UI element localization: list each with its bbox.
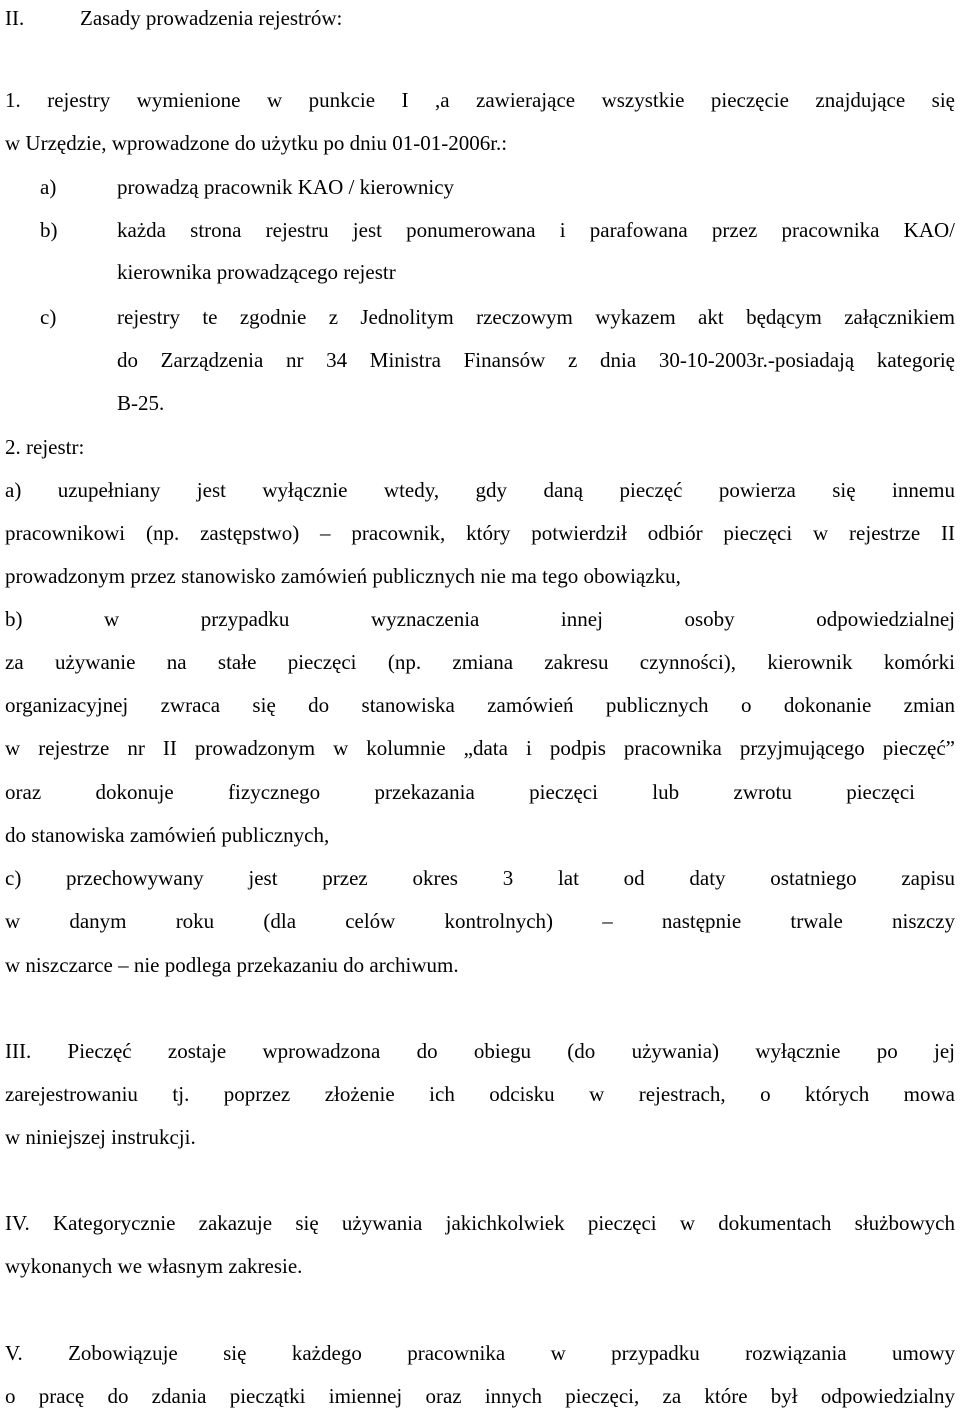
item-c-line-3: B-25. [117,391,165,415]
section-iv-line-1: IV. Kategorycznie zakazuje się używania jakichkolwiek pieczęci w dokumentach służbowych [5,1211,955,1235]
point-2-heading: 2. rejestr: [5,435,85,459]
item-c-label: c) [40,305,57,329]
point-2-line-1: a) uzupełniany jest wyłącznie wtedy, gdy daną pieczęć powierza się innemu [5,478,955,502]
point-1-line-2: w Urzędzie, wprowadzone do użytku po dniu 01-01-2006r.: [5,131,508,155]
point-2-line-12: w niszczarce – nie podlega przekazaniu do archiwum. [5,953,459,977]
item-c-line-2: do Zarządzenia nr 34 Ministra Finansów z dnia 30-10-2003r.-posiadają kategorię [117,348,955,372]
point-2-line-10: c) przechowywany jest przez okres 3 lat od daty ostatniego zapisu [5,866,955,890]
section-v-line-2: o pracę do zdania pieczątki imiennej oraz innych pieczęci, za które był odpowiedzialny [5,1384,955,1408]
point-2-line-2: pracownikowi (np. zastępstwo) – pracownik, który potwierdził odbiór pieczęci w rejestrze II [5,521,955,545]
item-b-line-1: każda strona rejestru jest ponumerowana i parafowana przez pracownika KAO/ [117,218,955,242]
section-iii-line-1: III. Pieczęć zostaje wprowadzona do obiegu (do używania) wyłącznie po jej [5,1039,955,1063]
point-2-line-3: prowadzonym przez stanowisko zamówień publicznych nie ma tego obowiązku, [5,564,681,588]
section-iv-line-2: wykonanych we własnym zakresie. [5,1254,303,1278]
point-2-line-8: oraz dokonuje fizycznego przekazania pieczęci lub zwrotu pieczęci [5,780,915,804]
item-b-label: b) [40,218,58,242]
item-a-line-1: prowadzą pracownik KAO / kierownicy [117,175,455,199]
point-2-line-7: w rejestrze nr II prowadzonym w kolumnie „data i podpis pracownika przyjmującego pieczęć” [5,736,955,760]
section-iii-line-3: w niniejszej instrukcji. [5,1125,196,1149]
section-ii-heading: Zasady prowadzenia rejestrów: [80,6,343,30]
section-iii-line-2: zarejestrowaniu tj. poprzez złożenie ich odcisku w rejestrach, o których mowa [5,1082,955,1106]
item-b-line-2: kierownika prowadzącego rejestr [117,260,396,284]
point-2-line-4: b) w przypadku wyznaczenia innej osoby odpowiedzialnej [5,607,955,631]
point-2-line-6: organizacyjnej zwraca się do stanowiska zamówień publicznych o dokonanie zmian [5,693,955,717]
point-2-line-5: za używanie na stałe pieczęci (np. zmiana zakresu czynności), kierownik komórki [5,650,955,674]
item-a-label: a) [40,175,57,199]
section-ii-number: II. [5,6,25,30]
point-1-line-1: 1. rejestry wymienione w punkcie I ,a zawierające wszystkie pieczęcie znajdujące się [5,88,955,112]
item-c-line-1: rejestry te zgodnie z Jednolitym rzeczowym wykazem akt będącym załącznikiem [117,305,955,329]
section-v-line-1: V. Zobowiązuje się każdego pracownika w przypadku rozwiązania umowy [5,1341,955,1365]
point-2-line-11: w danym roku (dla celów kontrolnych) – następnie trwale niszczy [5,909,955,933]
point-2-line-9: do stanowiska zamówień publicznych, [5,823,330,847]
